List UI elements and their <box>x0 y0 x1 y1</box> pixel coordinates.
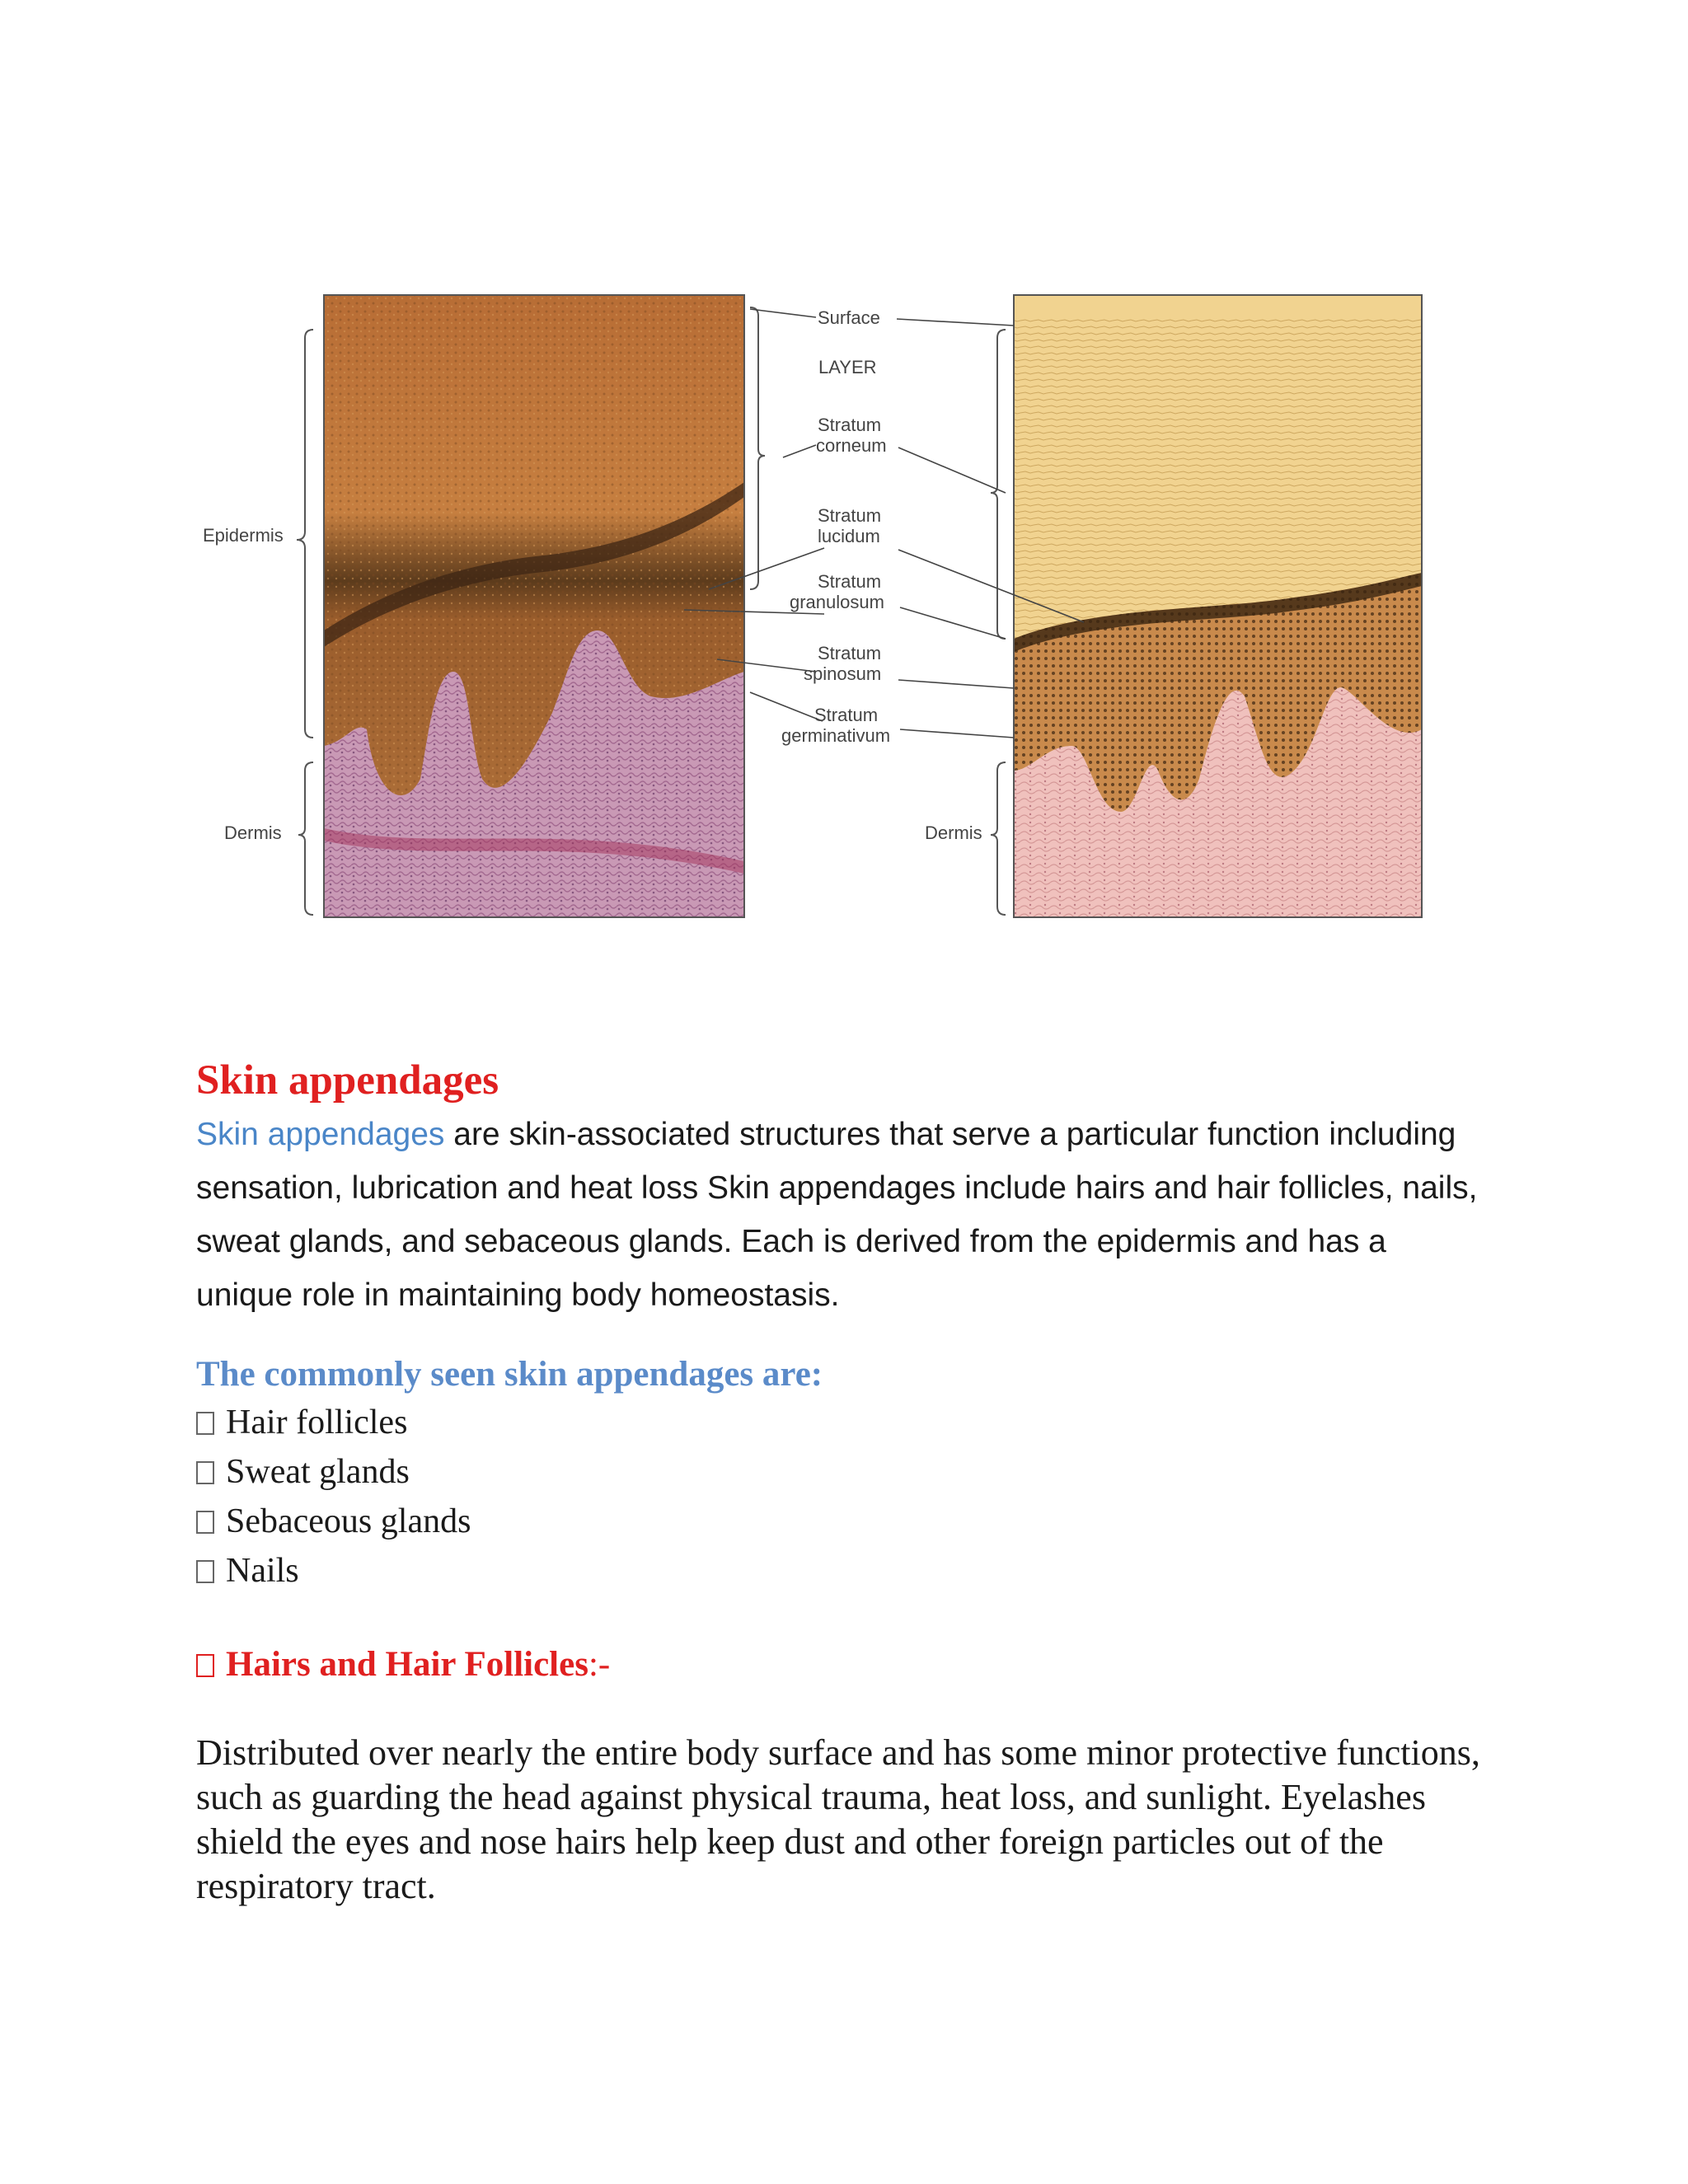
bullet-box-icon <box>196 1412 214 1435</box>
epidermis-label: Epidermis <box>203 525 284 546</box>
section-heading: Skin appendages <box>196 1057 499 1104</box>
bullet-box-icon <box>196 1511 214 1534</box>
stratum-germinativum-label-1: Stratum <box>814 705 879 725</box>
list-item: Hair follicles <box>196 1398 1482 1447</box>
epidermis-brace <box>297 330 313 738</box>
bullet-box-icon <box>196 1560 214 1583</box>
stratum-spinosum-label-2: spinosum <box>804 663 882 684</box>
left-micrograph <box>324 295 744 917</box>
bullet-box-icon <box>196 1654 214 1677</box>
stratum-granulosum-label-2: granulosum <box>790 592 884 612</box>
document-body <box>196 1055 1482 1909</box>
right-illustration <box>1014 295 1422 917</box>
right-dermis-brace <box>991 762 1006 915</box>
intro-term: Skin appendages <box>196 1117 445 1152</box>
intro-paragraph <box>196 1108 1482 1322</box>
hair-heading-title: Hairs and Hair Follicles <box>226 1645 588 1684</box>
skin-layers-diagram <box>190 284 1475 1026</box>
stratum-lucidum-label-1: Stratum <box>818 505 882 526</box>
surface-label: Surface <box>818 307 880 328</box>
stratum-lucidum-label-2: lucidum <box>818 526 880 546</box>
middle-left-brace <box>750 307 765 589</box>
hair-heading-suffix: :- <box>588 1645 611 1684</box>
hair-heading <box>196 1642 1482 1688</box>
bullet-box-icon <box>196 1461 214 1484</box>
list-heading: The commonly seen skin appendages are: <box>196 1355 823 1394</box>
stratum-spinosum-label-1: Stratum <box>818 643 882 663</box>
stratum-granulosum-label-1: Stratum <box>818 571 882 592</box>
list-item: Sweat glands <box>196 1447 1482 1497</box>
appendages-list <box>196 1398 1482 1596</box>
hair-paragraph: Distributed over nearly the entire body surface and has some minor protective functions, such as guarding the head against physical trauma, heat loss, and sunlight. Eyelashes shield the eyes and nose hairs help keep dust and other foreign particles out of the respiratory tract. <box>196 1732 1480 1906</box>
stratum-corneum-label-1: Stratum <box>818 415 882 435</box>
left-dermis-brace <box>298 762 313 915</box>
intro-text: are skin-associated structures that serve a particular function including sensation, lubrication and heat loss Skin appendages include hairs and hair follicles, nails, sweat glands, and sebaceous glands. Each is derived from the epidermis and has a unique role in maintaining body homeostasis. <box>196 1117 1478 1313</box>
stratum-germinativum-label-2: germinativum <box>781 725 891 746</box>
skin-layers-figure <box>190 284 1475 1026</box>
right-dermis-label: Dermis <box>925 823 982 843</box>
list-item: Nails <box>196 1546 1482 1596</box>
middle-right-brace <box>991 330 1006 639</box>
layer-label: LAYER <box>818 357 877 377</box>
list-item: Sebaceous glands <box>196 1497 1482 1546</box>
left-dermis-label: Dermis <box>224 823 282 843</box>
stratum-corneum-label-2: corneum <box>816 435 887 456</box>
